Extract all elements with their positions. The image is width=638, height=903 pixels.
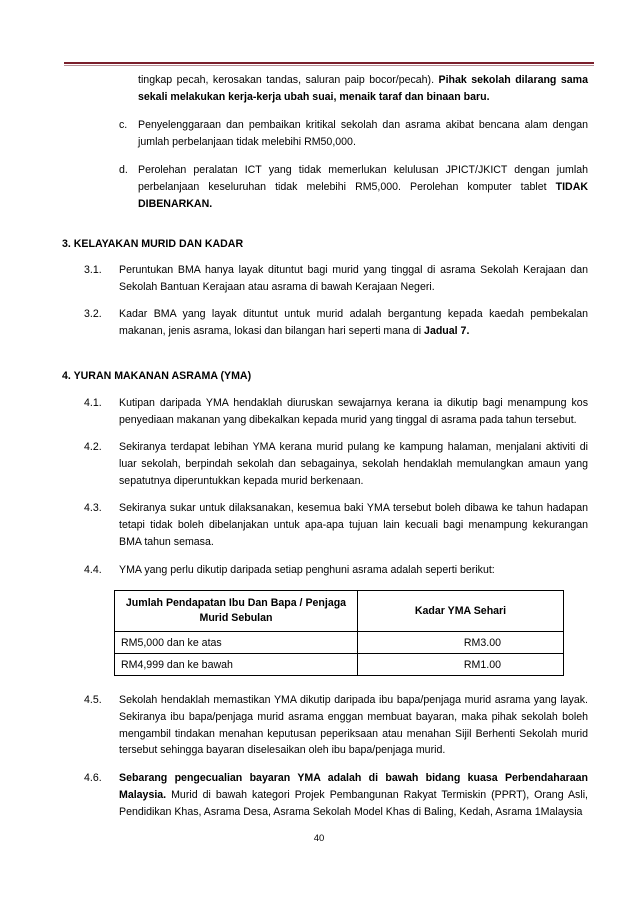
item-d-paragraph <box>138 162 588 212</box>
para-3-2-bold: Jadual 7. <box>424 324 470 337</box>
header-rule-thin <box>64 65 594 66</box>
header-rule <box>64 62 594 64</box>
para-4-6-bold: Sebarang pengecualian bayaran YMA adalah di bawah bidang kuasa Perbendaharaan Malaysia. <box>119 772 588 801</box>
item-b-continuation <box>138 72 588 106</box>
table-cell-rate: RM3.00 <box>358 632 564 654</box>
yma-rate-table <box>114 590 564 676</box>
para-4-3-text: Sekiranya sukar untuk dilaksanakan, kesemua baki YMA tersebut boleh dibawa ke tahun hadapan tetapi tidak boleh dibelanjakan untuk apa-apa tujuan lain kecuali bagi menampung kekurangan BMA tahun semasa. <box>119 502 588 548</box>
section-4-heading: 4. YURAN MAKANAN ASRAMA (YMA) <box>62 370 252 382</box>
para-4-6-text: Murid di bawah kategori Projek Pembangunan Rakyat Termiskin (PPRT), Orang Asli, Pendidikan Khas, Asrama Desa, Asrama Sekolah Model Khas di Baling, Kedah, Asrama 1Malaysia <box>119 788 588 818</box>
para-4-6-num: 4.6. <box>84 772 102 784</box>
table-header-row <box>115 591 564 632</box>
para-3-1-text: Peruntukan BMA hanya layak dituntut bagi murid yang tinggal di asrama Sekolah Kerajaan dan Sekolah Bantuan Kerajaan atau asrama di bawah Kerajaan Negeri. <box>119 264 588 293</box>
para-3-2-num: 3.2. <box>84 308 102 320</box>
page-number: 40 <box>313 833 325 844</box>
para-3-1-num: 3.1. <box>84 264 102 276</box>
para-4-5-text: Sekolah hendaklah memastikan YMA dikutip daripada ibu bapa/penjaga murid asrama yang layak. Sekiranya ibu bapa/penjaga murid asrama enggan membuat bayaran, maka pihak sekolah boleh mengambil tindakan menahan keputusan peperiksaan atau menahan Sijil Berhenti Sekolah murid tersebut sehingga bayaran diselesaikan oleh ibu bapa/penjaga murid. <box>119 694 588 757</box>
para-4-1-text: Kutipan daripada YMA hendaklah diuruskan sewajarnya kerana ia dikutip bagi menampung kos penyediaan makanan yang dibekalkan kepada murid yang tinggal di asrama pada tahun tersebut. <box>119 397 588 426</box>
para-4-2-text: Sekiranya terdapat lebihan YMA kerana murid pulang ke kampung halaman, menjalani aktiviti di luar sekolah, berpindah sekolah dan sebagainya, sekolah hendaklah memulangkan amaun yang sepatutnya diperuntukkan kepada murid berkenaan. <box>119 441 588 487</box>
para-3-2-text: Kadar BMA yang layak dituntut untuk murid adalah bergantung kepada kaedah pembekalan makanan, jenis asrama, lokasi dan bilangan hari seperti mana di <box>119 308 588 337</box>
para-4-2-num: 4.2. <box>84 441 102 453</box>
para-4-4-text: YMA yang perlu dikutip daripada setiap penghuni asrama adalah seperti berikut: <box>119 564 495 576</box>
item-b-bold: Pihak sekolah dilarang sama sekali melakukan kerja-kerja ubah suai, menaik taraf dan binaan baru. <box>138 74 588 103</box>
section-3-heading: 3. KELAYAKAN MURID DAN KADAR <box>62 238 244 250</box>
item-b-text: tingkap pecah, kerosakan tandas, saluran paip bocor/pecah). <box>138 74 439 86</box>
table-cell-rate: RM1.00 <box>358 654 564 676</box>
table-cell-income: RM5,000 dan ke atas <box>115 632 358 654</box>
item-d-bold: TIDAK DIBENARKAN. <box>138 180 588 210</box>
item-d-label: d. <box>119 164 128 176</box>
table-header-income: Jumlah Pendapatan Ibu Dan Bapa / Penjaga Murid Sebulan <box>115 591 358 632</box>
para-4-1-num: 4.1. <box>84 397 102 409</box>
para-4-6-paragraph <box>119 770 588 820</box>
item-c-label: c. <box>119 119 128 131</box>
table-header-rate: Kadar YMA Sehari <box>358 591 564 632</box>
para-4-4-num: 4.4. <box>84 564 102 576</box>
item-c-text: Penyelenggaraan dan pembaikan kritikal sekolah dan asrama akibat bencana alam dengan jumlah perbelanjaan tidak melebihi RM50,000. <box>138 119 588 148</box>
item-d-text: Perolehan peralatan ICT yang tidak memerlukan kelulusan JPICT/JKICT dengan jumlah perbelanjaan keseluruhan tidak melebihi RM5,000. Perolehan komputer tablet <box>138 164 588 193</box>
para-4-3-num: 4.3. <box>84 502 102 514</box>
table-cell-income: RM4,999 dan ke bawah <box>115 654 358 676</box>
para-4-5-num: 4.5. <box>84 694 102 706</box>
table-row <box>115 654 564 676</box>
para-3-2-paragraph <box>119 306 588 340</box>
table-row <box>115 632 564 654</box>
